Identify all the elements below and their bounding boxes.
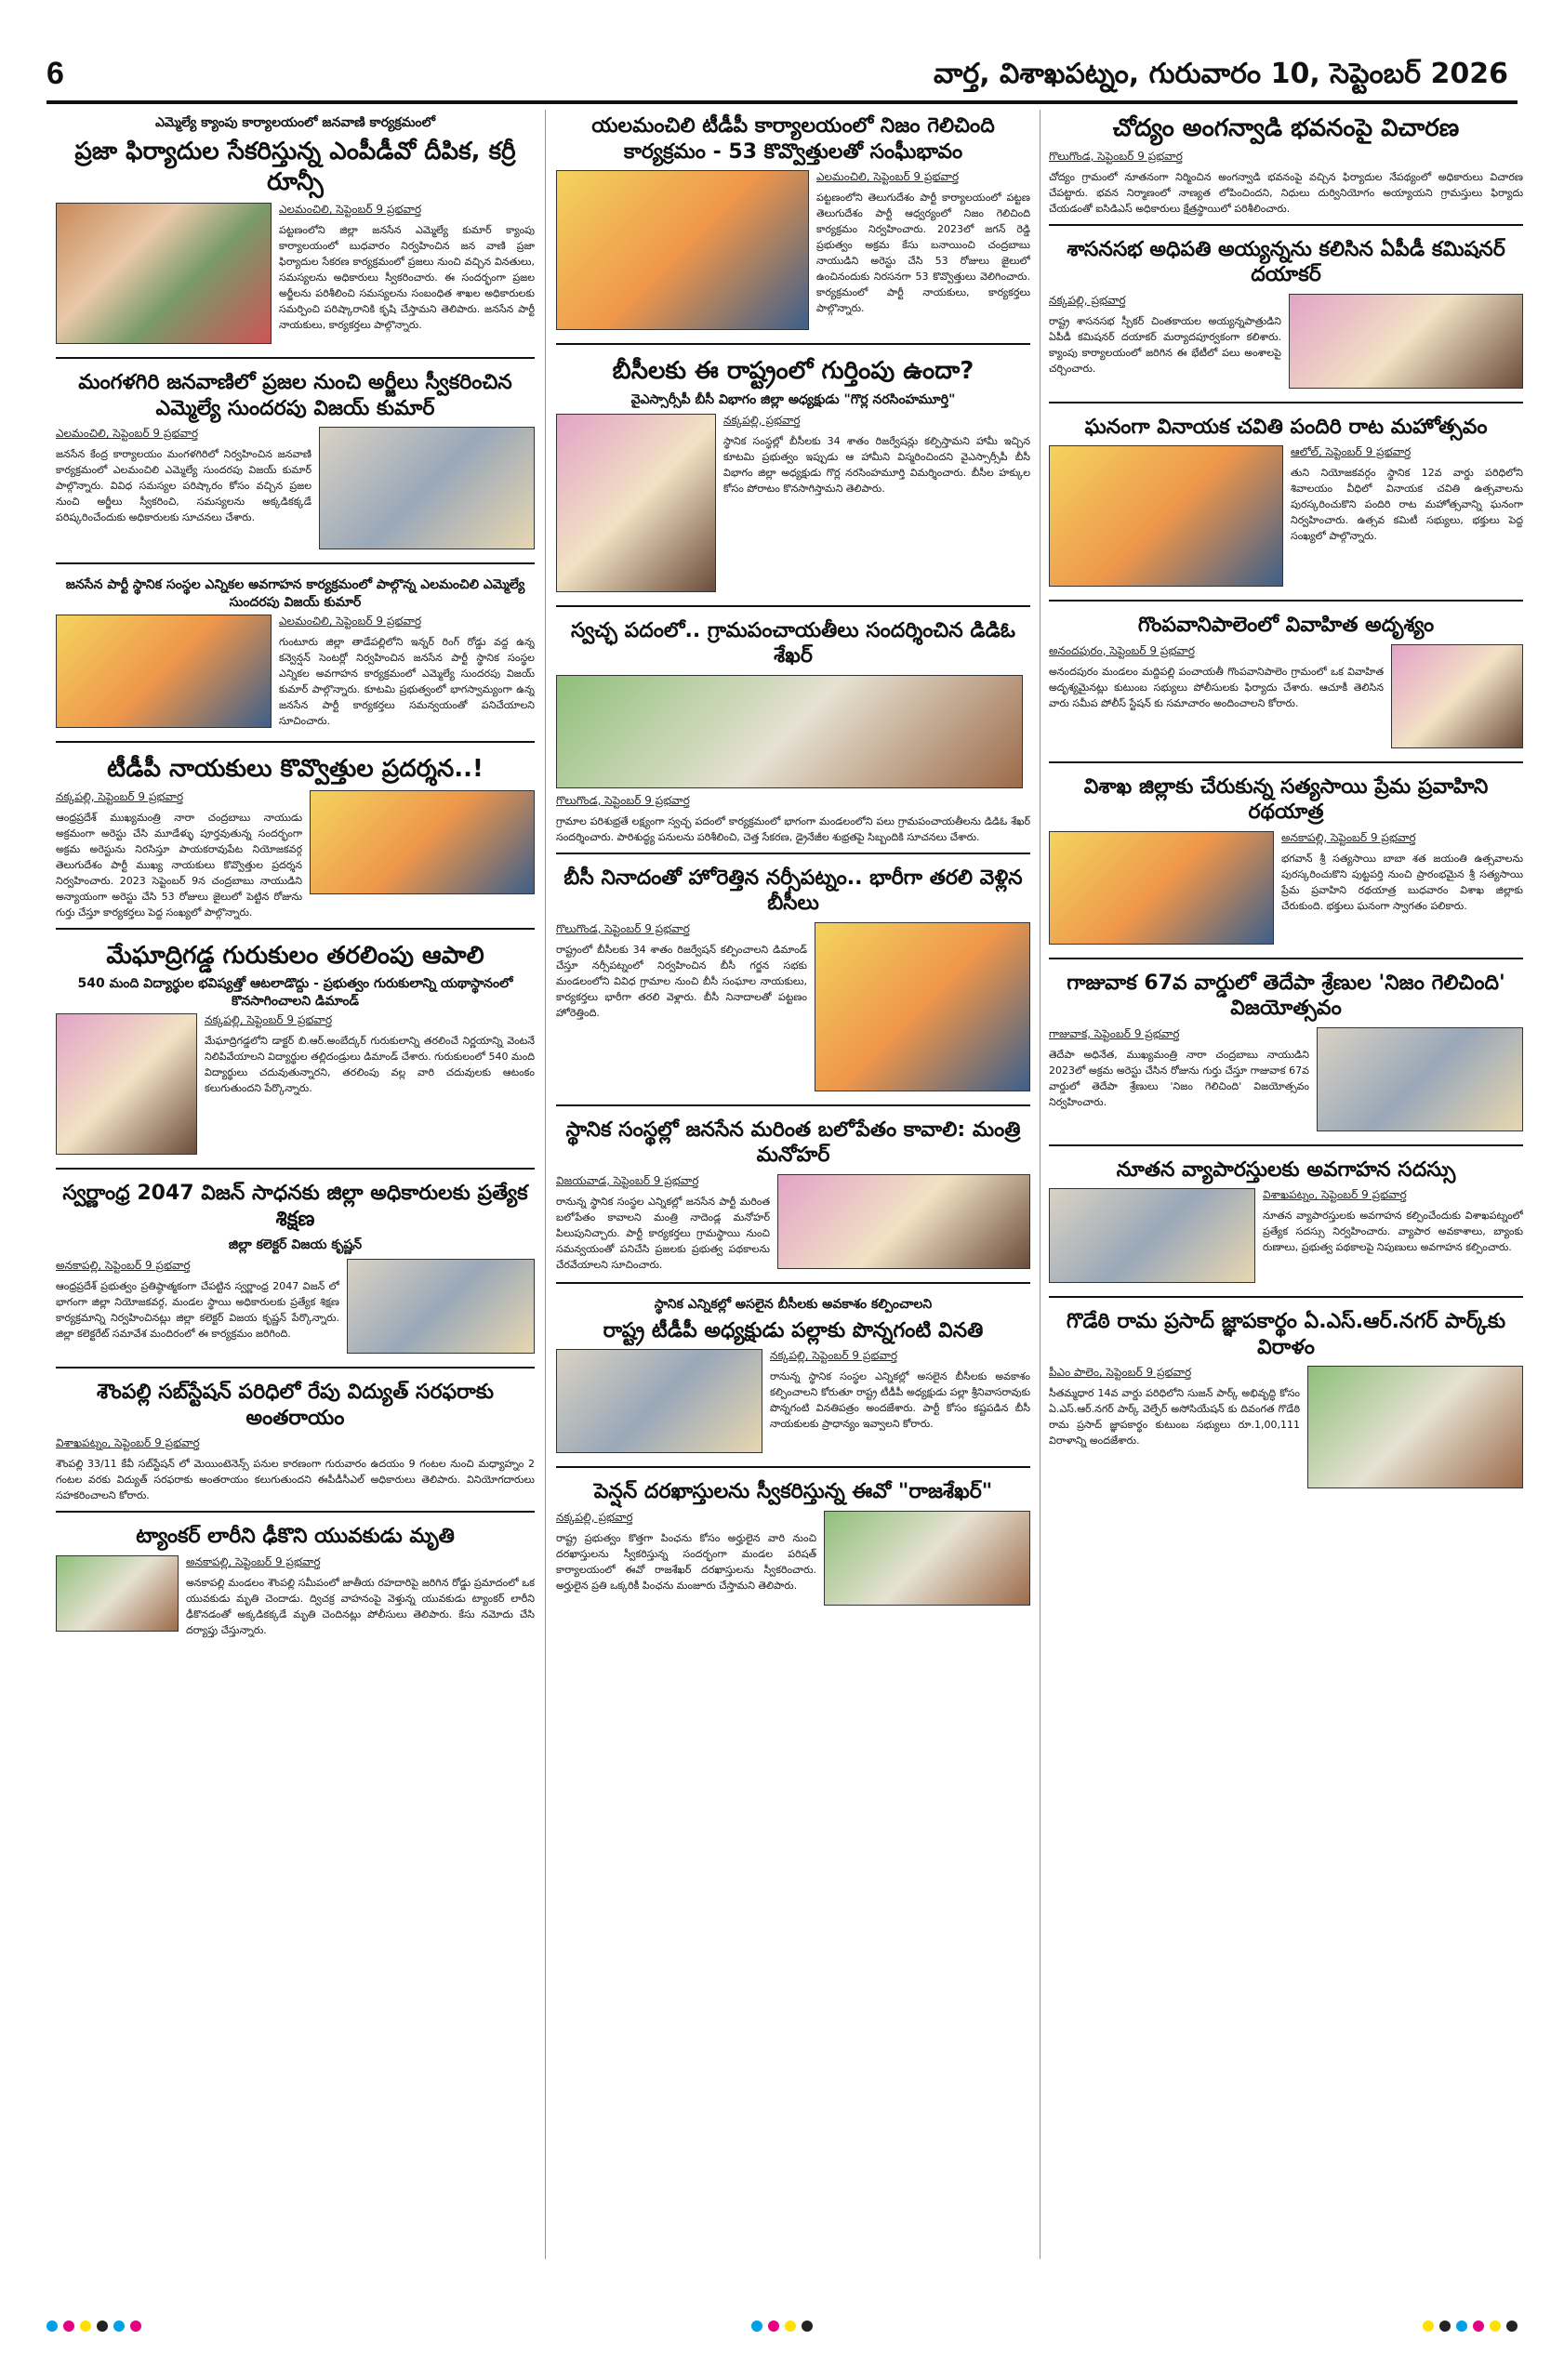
article-body: భగవాన్ శ్రీ సత్యసాయి బాబా శత జయంతి ఉత్సవాలను పురస్కరించుకొని పుట్టపర్తి నుంచి ప్రారంభమైన శ్రీ సత్యసాయి ప్రేమ ప్రవాహిని రథయాత్ర బుధవారం విశాఖ జిల్లాకు చేరుకుంది. భక్తులు ఘనంగా స్వాగతం పలికారు. (1281, 852, 1523, 912)
article-body: సీతమ్మధార 14వ వార్డు పరిధిలోని సుజన్ పార్క్ అభివృద్ధి కోసం ఏ.ఎస్.ఆర్.నగర్ పార్క్ వెల్ఫేర్ అసోసియేషన్ కు దివంగత గొడేఠి రామ ప్రసాద్ జ్ఞాపకార్థం కుటుంబ సభ్యులు రూ.1,00,111 విరాళాన్ని అందజేశారు. (1049, 1387, 1300, 1448)
article-dateline: అనకాపల్లి, సెప్టెంబర్ 9 ప్రభవార్త (56, 1259, 191, 1273)
article (556, 110, 1030, 336)
news-photo (56, 1013, 197, 1155)
article-body: పట్టణంలోని జిల్లా జనసేన ఎమ్మెల్యే కుమార్ క్యాంపు కార్యాలయంలో బుధవారం నిర్వహించిన జన వాణి ప్రజా ఫిర్యాదుల సేకరణ కార్యక్రమంలో ప్రజలు నుంచి వచ్చిన వినతులు, సమస్యలను అధికారులు స్వీకరించారు. ఈ సందర్భంగా ప్రజల అర్జీలను పరిశీలించి సమస్యలను సంబంధిత శాఖల అధికారులకు సమర్పించి పరిష్కారానికి కృషి చేస్తామని తెలిపారు. జనసేన పార్టీ నాయకులు, కార్యకర్తలు పాల్గొన్నారు. (279, 224, 535, 332)
article-headline: బీసీలకు ఈ రాష్ట్రంలో గుర్తింపు ఉందా? (612, 357, 974, 385)
article-headline: ట్యాంకర్ లారీని ఢీకొని యువకుడు మృతి (136, 1525, 455, 1549)
article-headline: బీసీ నినాదంతో హోరెత్తిన నర్సీపట్నం.. భారీగా తరలి వెళ్లిన బీసీలు (563, 866, 1023, 916)
article (1049, 411, 1523, 593)
article-body: చోద్యం గ్రామంలో నూతనంగా నిర్మించిన అంగన్వాడి భవనంపై వచ్చిన ఫిర్యాదుల నేపథ్యంలో అధికారులు విచారణ చేపట్టారు. భవన నిర్మాణంలో నాణ్యత లోపించిందని, నిధులు దుర్వినియోగం అయ్యాయని గ్రామస్తులు ఫిర్యాదు చేయడంతో ఐసిడిఎస్ అధికారులు క్షేత్రస్థాయిలో పరిశీలించారు. (1049, 170, 1523, 215)
article-dateline: నక్కపల్లి, ప్రభవార్త (1049, 293, 1126, 307)
article-dateline: నక్కపల్లి, సెప్టెంబర్ 9 ప్రభవార్త (56, 789, 184, 803)
article-kicker: 540 మంది విద్యార్థుల భవిష్యత్తో ఆటలాడొద్దు - ప్రభుత్వం గురుకులాన్ని యథాస్థానంలో కొనసాగించాలని డిమాండ్ (77, 976, 513, 1010)
article (56, 937, 535, 1161)
article-headline: ఘనంగా వినాయక చవితి పందిరి రాట మహోత్సవం (1084, 415, 1488, 439)
news-photo (556, 1349, 762, 1453)
article-headline: రాష్ట్ర టీడీపీ అధ్యక్షుడు పల్లాకు పొన్నగంటి వినతి (603, 1318, 984, 1342)
article (56, 750, 535, 920)
divider (1049, 402, 1523, 403)
registration-dot (63, 2320, 74, 2332)
news-photo (319, 427, 535, 549)
registration-dot (97, 2320, 108, 2332)
registration-dot (1423, 2320, 1434, 2332)
divider (1049, 958, 1523, 959)
article-body: అనకాపల్లి మండలం శౌంపల్లి సమీపంలో జాతీయ రహదారిపై జరిగిన రోడ్డు ప్రమాదంలో ఒక యువకుడు మృతి చెందాడు. ద్విచక్ర వాహనంపై వెళ్తున్న యువకుడు ట్యాంకర్ లారీని ఢీకొనడంతో అక్కడికక్కడే మృతి చెందినట్లు పోలీసులు తెలిపారు. కేసు నమోదు చేసి దర్యాప్తు చేస్తున్నారు. (186, 1576, 535, 1637)
article-kicker: జనసేన పార్టీ స్థానిక సంస్థల ఎన్నికల అవగాహన కార్యక్రమంలో పాల్గొన్న ఎలమంచిలి ఎమ్మెల్యే సుందరపు విజయ్ కుమార్ (65, 577, 525, 610)
article-subheadline: జిల్లా కలెక్టర్ విజయ కృష్ణన్ (228, 1237, 363, 1253)
registration-dot (1506, 2320, 1518, 2332)
article-headline: స్వచ్ఛ పదంలో.. గ్రామపంచాయతీలు సందర్శించిన డిడిఓ శేఖర్ (570, 618, 1016, 668)
article-kicker: స్థానిక ఎన్నికల్లో అసలైన బీసీలకు అవకాశం కల్పించాలని (654, 1296, 933, 1312)
article-dateline: విజయవాడ, సెప్టెంబర్ 9 ప్రభవార్త (556, 1173, 699, 1187)
article-headline: విశాఖ జిల్లాకు చేరుకున్న సత్యసాయి ప్రేమ ప్రవాహిని రథయాత్ర (1083, 774, 1489, 825)
news-photo (824, 1511, 1030, 1606)
news-photo (1317, 1027, 1523, 1131)
article (556, 352, 1030, 598)
article-headline: మంగళగిరి జనవాణిలో ప్రజల నుంచి అర్జీలు స్వీకరించిన ఎమ్మెల్యే సుందరపు విజయ్ కుమార్ (78, 371, 512, 420)
article-kicker: ఎమ్మెల్యే క్యాంపు కార్యాలయంలో జనవాణి కార్యక్రమంలో (154, 115, 436, 130)
article-headline: స్వర్ణాంధ్ర 2047 విజన్ సాధనకు జిల్లా అధికారులకు ప్రత్యేక శిక్షణ (62, 1182, 528, 1231)
registration-dot (46, 2320, 58, 2332)
article-body: పట్టణంలోని తెలుగుదేశం పార్టీ కార్యాలయంలో పట్టణ తెలుగుదేశం పార్టీ ఆధ్వర్యంలో నిజం గెలిచింది కార్యక్రమం నిర్వహించారు. 2023లో జగన్ రెడ్డి ప్రభుత్వం అక్రమ కేసు బనాయించి చంద్రబాబు నాయుడిని అరెస్టు చేసి 53 రోజులు జైలులో ఉంచినందుకు నిరసనగా 53 కొవ్వొత్తులు వెలిగించారు. కార్యక్రమంలో పార్టీ నాయకులు, కార్యకర్తలు పాల్గొన్నారు. (816, 192, 1030, 315)
article-dateline: ఎలమంచిలి, సెప్టెంబర్ 9 ప్రభవార్త (279, 203, 422, 216)
article-dateline: విశాఖపట్నం, సెప్టెంబర్ 9 ప్రభవార్త (1263, 1188, 1407, 1202)
article (556, 615, 1030, 845)
article-dateline: ఆలోల్, సెప్టెంబర్ 9 ప్రభవార్త (1291, 445, 1412, 459)
column-right (1049, 110, 1523, 2259)
news-photo (556, 414, 716, 592)
registration-dot (80, 2320, 91, 2332)
article (56, 1520, 535, 1638)
article-headline: యలమంచిలి టీడీపీ కార్యాలయంలో నిజం గెలిచింది కార్యక్రమం - 53 కొవ్వొత్తులతో సంఘీభావం (591, 114, 995, 164)
divider (556, 1282, 1030, 1284)
article (556, 1291, 1030, 1460)
article (56, 110, 535, 350)
registration-dot (768, 2320, 779, 2332)
article (556, 1475, 1030, 1611)
article-dateline: పీఎం పాలెం, సెప్టెంబర్ 9 ప్రభవార్త (1049, 1366, 1192, 1380)
registration-dot (785, 2320, 796, 2332)
article-dateline: అనందపురం, సెప్టెంబర్ 9 ప్రభవార్త (1049, 643, 1196, 657)
article-headline: శౌంపల్లి సబ్‌స్టేషన్ పరిధిలో రేపు విద్యుత్ సరఫరాకు అంతరాయం (96, 1381, 494, 1430)
article (1049, 1154, 1523, 1289)
article-body: గుంటూరు జిల్లా తాడేపల్లిలోని ఇన్నర్ రింగ్ రోడ్డు వద్ద ఉన్న కన్వెన్షన్ సెంటర్లో నిర్వహించిన జనసేన పార్టీ స్థానిక సంస్థల ఎన్నికల అవగాహన కార్యక్రమంలో ఎమ్మెల్యే సుందరపు విజయ్ కుమార్ పాల్గొన్నారు. కూటమి ప్రభుత్వంలో భాగస్వామ్యంగా ఉన్న జనసేన పార్టీ కార్యకర్తలు సమన్వయంతో పనిచేయాలని సూచించారు. (279, 636, 535, 728)
article (556, 1114, 1030, 1275)
article-body: నూతన వ్యాపారస్తులకు అవగాహన కల్పించేందుకు విశాఖపట్నంలో ప్రత్యేక సదస్సు నిర్వహించారు. వ్యాపార అవకాశాలు, బ్యాంకు రుణాలు, ప్రభుత్వ పథకాలపై నిపుణులు అవగాహన కల్పించారు. (1263, 1210, 1523, 1254)
top-rule (46, 100, 1518, 104)
article-headline: నూతన వ్యాపారస్తులకు అవగాహన సదస్సు (1116, 1157, 1456, 1182)
divider (556, 343, 1030, 345)
divider (56, 1367, 535, 1368)
registration-dot (1456, 2320, 1467, 2332)
article-body: ఆంధ్రప్రదేశ్ ముఖ్యమంత్రి నారా చంద్రబాబు నాయుడు అక్రమంగా అరెస్టు చేసి మూడేళ్ళు పూర్తవుతున్న సందర్భంగా అక్రమ అరెస్టును నిరసిస్తూ పాయకరావుపేట నియోజకవర్గ తెలుగుదేశం పార్టీ ముఖ్య నాయకులు కొవ్వొత్తుల ప్రదర్శన నిర్వహించారు. 2023 సెప్టెంబర్ 9న చంద్రబాబు నాయుడిని అన్యాయంగా అరెస్టు చేసి 53 రోజులు జైలులో పెట్టిన రోజును గుర్తు చేస్తూ కార్యకర్తలు పెద్ద సంఖ్యలో పాల్గొన్నారు. (56, 811, 302, 919)
article-dateline: నక్కపల్లి, సెప్టెంబర్ 9 ప్రభవార్త (770, 1349, 898, 1363)
divider (1049, 224, 1523, 226)
news-photo (1049, 445, 1283, 587)
divider (1049, 1144, 1523, 1146)
article-body: తుని నియోజకవర్గం స్థానిక 12వ వార్డు పరిధిలోని శివాలయం వీధిలో వినాయక చవితి ఉత్సవాలను పురస్కరించుకొని పందిరి రాట మహోత్సవాన్ని ఘనంగా నిర్వహించారు. ఉత్సవ కమిటీ సభ్యులు, భక్తులు పెద్ద సంఖ్యలో పాల్గొన్నారు. (1291, 467, 1523, 543)
article-headline: ప్రజా ఫిర్యాదుల సేకరిస్తున్న ఎంపీడీవో దీపిక, కర్రీ రూన్సీ (74, 138, 516, 196)
news-photo (347, 1259, 535, 1354)
print-registration-bar (46, 2320, 1518, 2334)
news-photo (56, 203, 272, 344)
divider (1049, 761, 1523, 763)
article-body: స్థానిక సంస్థల్లో బీసీలకు 34 శాతం రిజర్వేషన్లు కల్పిస్తామని హామీ ఇచ్చిన కూటమి ప్రభుత్వం ఇప్పుడు ఆ హామీని విస్మరించిందని వైఎస్సార్సీపీ బీసీ విభాగం జిల్లా అధ్యక్షుడు గొర్ల నరసింహమూర్తి విమర్శించారు. బీసీల హక్కుల కోసం పోరాటం కొనసాగిస్తామని తెలిపారు. (723, 434, 1030, 495)
registration-dot (1490, 2320, 1501, 2332)
registration-dot (113, 2320, 125, 2332)
article-dateline: అనకాపల్లి, సెప్టెంబర్ 9 ప్రభవార్త (186, 1554, 321, 1568)
article-body: మేఘాద్రిగడ్డలోని డాక్టర్ బి.ఆర్.అంబేద్కర్ గురుకులాన్ని తరలించే నిర్ణయాన్ని వెంటనే నిలిపివేయాలని విద్యార్థుల తల్లిదండ్రులు డిమాండ్ చేశారు. గురుకులంలో 540 మంది విద్యార్థులు చదువుతున్నారని, తరలింపు వల్ల వారి చదువులకు ఆటంకం కలుగుతుందని పేర్కొన్నారు. (205, 1035, 535, 1095)
registration-dot (1439, 2320, 1451, 2332)
page-number: 6 (46, 56, 64, 91)
divider (556, 1104, 1030, 1106)
article (1049, 110, 1523, 217)
article-headline: మేఘాద్రిగడ్డ గురుకులం తరలింపు ఆపాలి (106, 941, 484, 970)
news-photo (1289, 294, 1523, 389)
registration-dots-left (46, 2320, 141, 2334)
divider (56, 928, 535, 930)
divider (1049, 600, 1523, 602)
article-dateline: ఎలమంచిలి, సెప్టెంబర్ 9 ప్రభవార్త (279, 615, 422, 628)
divider (56, 562, 535, 564)
column-rule-1 (545, 110, 546, 2259)
registration-dot (1473, 2320, 1484, 2332)
divider (56, 357, 535, 359)
article-body: జనసేన కేంద్ర కార్యాలయం మంగళగిరిలో నిర్వహించిన జనవాణి కార్యక్రమంలో ఎలమంచిలి ఎమ్మెల్యే సుందరపు విజయ్ కుమార్ పాల్గొన్నారు. వివిధ సమస్యల పరిష్కారం కోసం వచ్చిన ప్రజల నుంచి అర్జీలు స్వీకరించి, సమస్యలను అక్కడికక్కడే పరిష్కరించేందుకు అధికారులకు సూచనలు చేశారు. (56, 448, 311, 524)
article (1049, 771, 1523, 950)
article-body: రానున్న స్థానిక సంస్థల ఎన్నికల్లో జనసేన పార్టీ మరింత బలోపేతం కావాలని మంత్రి నాదెండ్ల మనోహర్ పిలుపునిచ్చారు. పార్టీ కార్యకర్తలు గ్రామస్థాయి నుంచి సమన్వయంతో పనిచేసి ప్రజలకు ప్రభుత్వ పథకాలను చేరవేయాలని సూచించారు. (556, 1195, 770, 1271)
news-photo (56, 615, 272, 728)
news-photo (556, 675, 1023, 788)
article-headline: శాసనసభ అధిపతి అయ్యన్నను కలిసిన ఏపీడీ కమిషనర్ దయాకర్ (1067, 237, 1505, 287)
article-dateline: గొలుగొండ, సెప్టెంబర్ 9 ప్రభవార్త (1049, 149, 1183, 163)
divider (56, 741, 535, 743)
article-body: రాష్ట్రంలో బీసీలకు 34 శాతం రిజర్వేషన్ కల్పించాలని డిమాండ్ చేస్తూ నర్సీపట్నంలో నిర్వహించిన బీసీ గర్జన సభకు మండలంలోని వివిధ గ్రామాల నుంచి బీసీ సంఘాల నాయకులు, కార్యకర్తలు భారీగా తరలి వెళ్లారు. బీసీ నినాదాలతో పట్టణం హోరెత్తింది. (556, 943, 807, 1019)
column-middle (556, 110, 1030, 2259)
article-body: రాష్ట్ర ప్రభుత్వం కొత్తగా పింఛను కోసం అర్హులైన వారి నుంచి దరఖాస్తులను స్వీకరిస్తున్న సందర్భంగా మండల పరిషత్ కార్యాలయంలో ఈవో రాజశేఖర్ దరఖాస్తులను స్వీకరించారు. అర్హులైన ప్రతి ఒక్కరికీ పింఛను మంజూరు చేస్తామని తెలిపారు. (556, 1531, 816, 1592)
news-photo (1307, 1366, 1523, 1488)
registration-dots-right (1423, 2320, 1518, 2334)
article-dateline: ఎలమంచిలి, సెప్టెంబర్ 9 ప్రభవార్త (56, 427, 199, 440)
article-dateline: నక్కపల్లి, ప్రభవార్త (556, 1510, 633, 1524)
registration-dot (802, 2320, 813, 2332)
article-body: అనందపురం మండలం మద్దిపల్లి పంచాయతీ గొంపవానిపాలెం గ్రామంలో ఒక వివాహిత అదృశ్యమైనట్లు కుటుంబ సభ్యులు పోలీసులకు ఫిర్యాదు చేశారు. ఆచూకీ తెలిసిన వారు సమీప పోలీస్ స్టేషన్ కు సమాచారం అందించాలని కోరారు. (1049, 665, 1384, 709)
masthead: వార్త, విశాఖపట్నం, గురువారం 10, సెప్టెంబర్ 2026 (933, 58, 1508, 90)
article (1049, 967, 1523, 1137)
registration-dot (751, 2320, 762, 2332)
article (556, 862, 1030, 1097)
article (56, 1177, 535, 1359)
article-dateline: నక్కపల్లి, సెప్టెంబర్ 9 ప్రభవార్త (205, 1013, 333, 1027)
divider (56, 1168, 535, 1170)
article-body: తెదేపా అధినేత, ముఖ్యమంత్రి నారా చంద్రబాబు నాయుడిని 2023లో అక్రమ అరెస్టు చేసిన రోజును గుర్తు చేస్తూ గాజువాక 67వ వార్డులో తెదేపా శ్రేణులు 'నిజం గెలిచింది' విజయోత్సవం నిర్వహించారు. (1049, 1048, 1309, 1108)
article (1049, 233, 1523, 394)
article-body: ఆంధ్రప్రదేశ్ ప్రభుత్వం ప్రతిష్ఠాత్మకంగా చేపట్టిన స్వర్ణాంధ్ర 2047 విజన్ లో భాగంగా జిల్లా నియోజకవర్గ, మండల స్థాయి అధికారులకు ప్రత్యేక శిక్షణ కార్యక్రమాన్ని నిర్వహించినట్లు జిల్లా కలెక్టర్ విజయ కృష్ణన్ పేర్కొన్నారు. జిల్లా కలెక్టరేట్ సమావేశ మందిరంలో ఈ కార్యక్రమం జరిగింది. (56, 1280, 339, 1341)
news-photo (777, 1174, 1030, 1269)
article-body: రానున్న స్థానిక సంస్థల ఎన్నికల్లో అసలైన బీసీలకు అవకాశం కల్పించాలని కోరుతూ రాష్ట్ర టీడీపీ అధ్యక్షుడు పల్లా శ్రీనివాసరావుకు పొన్నగంటి వినతిపత్రం అందజేశారు. పార్టీ కోసం కష్టపడిన బీసీ నాయకులకు ప్రాధాన్యం ఇవ్వాలని కోరారు. (770, 1370, 1030, 1431)
divider (556, 853, 1030, 854)
news-photo (815, 922, 1030, 1091)
article-dateline: గాజువాక, సెప్టెంబర్ 9 ప్రభవార్త (1049, 1026, 1180, 1040)
article-dateline: గొలుగొండ, సెప్టెంబర్ 9 ప్రభవార్త (556, 921, 690, 935)
article-dateline: ఎలమంచిలి, సెప్టెంబర్ 9 ప్రభవార్త (816, 170, 960, 183)
article (1049, 609, 1523, 754)
divider (556, 1466, 1030, 1468)
news-photo (1049, 1188, 1255, 1283)
article (1049, 1305, 1523, 1494)
registration-dot (130, 2320, 141, 2332)
article-headline: పెన్షన్ దరఖాస్తులను స్వీకరిస్తున్న ఈవో "రాజశేఖర్" (593, 1480, 993, 1504)
article-subheadline: వైఎస్సార్సీపీ బీసీ విభాగం జిల్లా అధ్యక్షుడు "గొర్ల నరసింహమూర్తి" (630, 391, 956, 407)
article-dateline: నక్కపల్లి, ప్రభవార్త (723, 413, 801, 427)
article-headline: గొడేఠి రామ ప్రసాద్ జ్ఞాపకార్థం ఏ.ఎస్.ఆర్.నగర్ పార్క్‌కు విరాళం (1066, 1310, 1506, 1359)
article-headline: గొంపవానిపాలెంలో వివాహిత అదృశ్యం (1137, 614, 1435, 638)
column-left (56, 110, 535, 2259)
article-body: శౌంపల్లి 33/11 కేవీ సబ్‌స్టేషన్ లో మెయింటెనెన్స్ పనుల కారణంగా గురువారం ఉదయం 9 గంటల నుంచి మధ్యాహ్నం 2 గంటల వరకు విద్యుత్ సరఫరాకు అంతరాయం కలుగుతుందని ఈపీడీసీఎల్ అధికారులు తెలిపారు. వినియోగదారులు సహకరించాలని కోరారు. (56, 1458, 535, 1502)
article-dateline: గొలుగొండ, సెప్టెంబర్ 9 ప్రభవార్త (556, 793, 690, 807)
article-headline: గాజువాక 67వ వార్డులో తెదేపా శ్రేణుల 'నిజం గెలిచింది' విజయోత్సవం (1067, 971, 1505, 1021)
news-photo (1049, 831, 1274, 945)
news-photo (56, 1555, 179, 1632)
article-body: రాష్ట్ర శాసనసభ స్పీకర్ చింతకాయల అయ్యన్నపాత్రుడిని ఏపీడీ కమిషనర్ దయాకర్ మర్యాదపూర్వకంగా కలిశారు. క్యాంపు కార్యాలయంలో జరిగిన ఈ భేటీలో పలు అంశాలపై చర్చించారు. (1049, 314, 1281, 375)
article (56, 1376, 535, 1503)
article-dateline: అనకాపల్లి, సెప్టెంబర్ 9 ప్రభవార్త (1281, 830, 1416, 844)
article-headline: టీడీపీ నాయకులు కొవ్వొత్తుల ప్రదర్శన..! (107, 755, 484, 783)
article-headline: స్థానిక సంస్థల్లో జనసేన మరింత బలోపేతం కావాలి: మంత్రి మనోహర్ (565, 1117, 1021, 1168)
news-photo (310, 790, 535, 894)
registration-dots-center (751, 2320, 813, 2334)
article-dateline: విశాఖపట్నం, సెప్టెంబర్ 9 ప్రభవార్త (56, 1436, 200, 1450)
divider (556, 605, 1030, 607)
article (56, 572, 535, 734)
divider (1049, 1296, 1523, 1298)
divider (56, 1511, 535, 1513)
article-body: గ్రామాల పరిశుభ్రతే లక్ష్యంగా స్వచ్ఛ పదంలో కార్యక్రమంలో భాగంగా మండలంలోని పలు గ్రామపంచాయతీలను డిడిఓ శేఖర్ సందర్శించారు. పారిశుద్ధ్య పనులను పరిశీలించి, చెత్త సేకరణ, డ్రైనేజీల శుభ్రతపై సిబ్బందికి సూచనలు చేశారు. (556, 814, 1030, 843)
article (56, 366, 535, 555)
article-headline: చోద్యం అంగన్వాడి భవనంపై విచారణ (1112, 114, 1460, 142)
news-photo (556, 170, 809, 330)
news-photo (1391, 644, 1523, 748)
